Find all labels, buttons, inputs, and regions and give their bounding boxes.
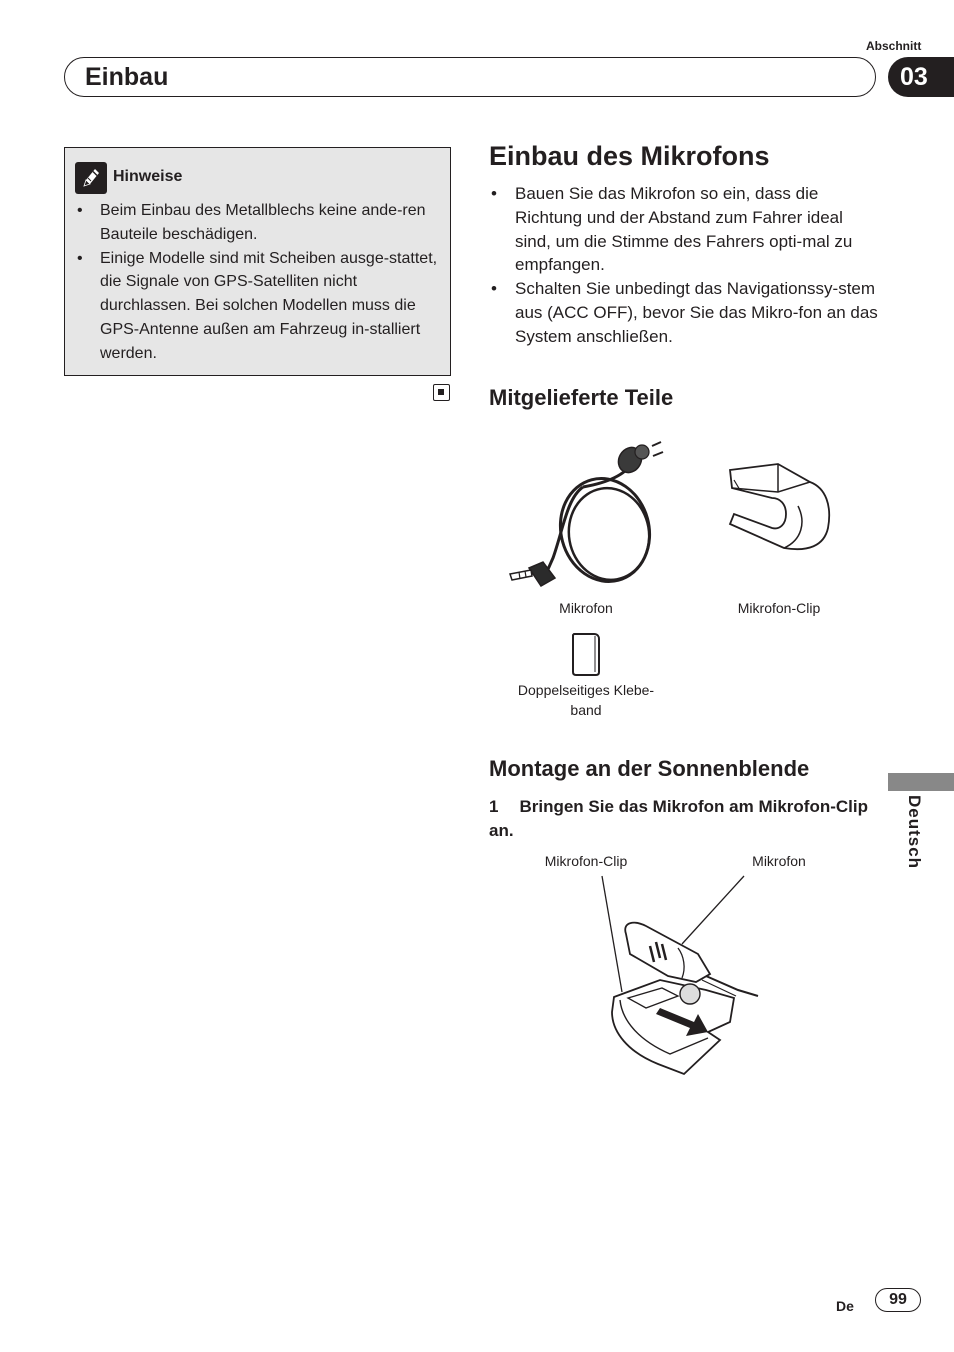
notes-box — [64, 147, 451, 376]
note-item: • Beim Einbau des Metallblechs keine ande-ren Bauteile beschädigen. — [75, 199, 445, 247]
mic-callout-label: Mikrofon — [752, 853, 806, 869]
section-title: Einbau des Mikrofons — [489, 141, 770, 171]
note-item: • Einige Modelle sind mit Scheiben ausge-stattet, die Signale von GPS-Satelliten nicht durchlassen. Bei solchen Modellen muss die GPS-Antenne außen am Fahrzeug in-stalliert werden. — [75, 247, 445, 366]
pencil-note-icon — [75, 162, 107, 194]
footer-lang-code: De — [836, 1298, 854, 1314]
section-end-icon — [433, 384, 450, 401]
language-tab-marker — [888, 773, 954, 791]
parts-heading: Mitgelieferte Teile — [489, 385, 674, 410]
microphone-clip-illustration — [722, 460, 834, 555]
instruction-item: • Schalten Sie unbedingt das Navigationssy-stem aus (ACC OFF), bevor Sie das Mikro-fon an das System anschließen. — [489, 277, 881, 348]
microphone-illustration — [505, 440, 670, 590]
language-label: Deutsch — [905, 795, 924, 870]
adhesive-tape-illustration — [571, 632, 601, 676]
instruction-item: • Bauen Sie das Mikrofon so ein, dass die Richtung und der Abstand zum Fahrer ideal sind, um die Stimme des Fahrers opti-mal zu empfangen. — [489, 182, 881, 277]
step-number: 1 — [489, 797, 499, 816]
clip-callout-label: Mikrofon-Clip — [544, 853, 628, 869]
step-1 — [489, 795, 881, 843]
chapter-header — [64, 57, 876, 97]
page-number: 99 — [875, 1288, 921, 1312]
install-instructions-list — [489, 182, 881, 349]
mounting-heading: Montage an der Sonnenblende — [489, 756, 810, 781]
clip-mounting-illustration — [598, 872, 758, 1078]
chapter-title: Einbau — [85, 63, 169, 91]
notes-list — [75, 199, 445, 366]
section-label: Abschnitt — [866, 39, 922, 53]
step-text: Bringen Sie das Mikrofon am Mikrofon-Clip an. — [489, 797, 868, 840]
tape-caption: Doppelseitiges Klebe-band — [517, 682, 655, 718]
notes-heading: Hinweise — [113, 168, 183, 185]
clip-caption: Mikrofon-Clip — [737, 600, 821, 616]
section-number-badge: 03 — [888, 57, 954, 97]
microphone-caption: Mikrofon — [559, 600, 613, 616]
